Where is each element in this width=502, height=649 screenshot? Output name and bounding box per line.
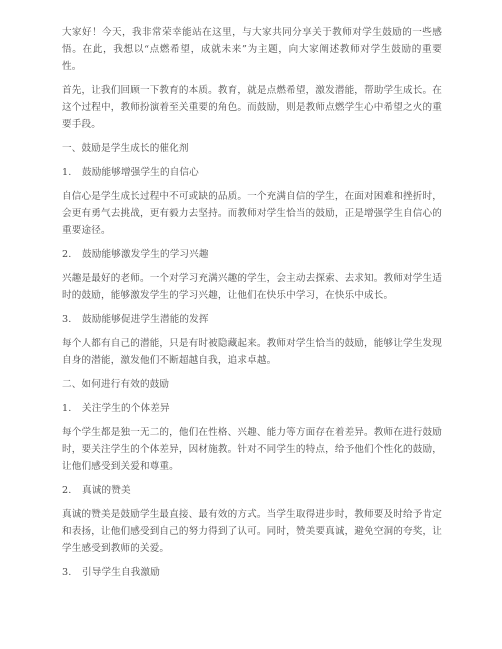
subheading-number: 2. bbox=[62, 485, 72, 496]
intro-paragraph-2: 首先，让我们回顾一下教育的本质。教育，就是点燃希望，激发潜能，帮助学生成长。在这个过程中，教师扮演着至关重要的角色。而鼓励，则是教师点燃学生心中希望之火的重要手段。 bbox=[62, 85, 443, 130]
body-paragraph-1-3: 每个人都有自己的潜能，只是有时被隐藏起来。教师对学生恰当的鼓励，能够让学生发现自身的潜能，激发他们不断超越自我，追求卓越。 bbox=[62, 338, 443, 366]
subheading-number: 3. bbox=[62, 314, 72, 325]
subheading-2-1 bbox=[62, 400, 442, 417]
subheading-number: 1. bbox=[62, 403, 72, 414]
subheading-2-2 bbox=[62, 482, 442, 499]
body-paragraph-1-1: 自信心是学生成长过程中不可或缺的品质。一个充满自信的学生，在面对困难和挫折时，会更有勇气去挑战，更有毅力去坚持。而教师对学生恰当的鼓励，正是增强学生自信心的重要途径。 bbox=[62, 191, 443, 236]
subheading-1-1 bbox=[62, 164, 442, 181]
subheading-number: 2. bbox=[62, 249, 72, 260]
section-1-heading: 一、鼓励是学生成长的催化剂 bbox=[62, 143, 189, 154]
subheading-1-3 bbox=[62, 311, 442, 328]
body-paragraph-2-2: 真诚的赞美是鼓励学生最直接、最有效的方式。当学生取得进步时，教师要及时给予肯定和表扬，让他们感受到自己的努力得到了认可。同时，赞美要真诚，避免空洞的夸奖，让学生感受到教师的关爱。 bbox=[62, 509, 443, 554]
subheading-number: 3. bbox=[62, 567, 72, 578]
subheading-1-2 bbox=[62, 246, 442, 263]
subheading-title: 鼓励能够激发学生的学习兴趣 bbox=[82, 249, 209, 260]
subheading-title: 鼓励能够促进学生潜能的发挥 bbox=[82, 314, 209, 325]
subheading-title: 关注学生的个体差异 bbox=[82, 403, 170, 414]
document-page bbox=[62, 24, 442, 588]
intro-paragraph-1: 大家好！今天，我非常荣幸能站在这里，与大家共同分享关于教师对学生鼓励的一些感悟。在此，我想以“点燃希望，成就未来”为主题，向大家阐述教师对学生鼓励的重要性。 bbox=[62, 27, 442, 72]
body-paragraph-1-2: 兴趣是最好的老师。一个对学习充满兴趣的学生，会主动去探索、去求知。教师对学生适时的鼓励，能够激发学生的学习兴趣，让他们在快乐中学习，在快乐中成长。 bbox=[62, 273, 443, 301]
subheading-title: 真诚的赞美 bbox=[82, 485, 131, 496]
subheading-number: 1. bbox=[62, 167, 72, 178]
section-2-heading: 二、如何进行有效的鼓励 bbox=[62, 379, 170, 390]
subheading-2-3 bbox=[62, 564, 442, 581]
body-paragraph-2-1: 每个学生都是独一无二的，他们在性格、兴趣、能力等方面存在着差异。教师在进行鼓励时，要关注学生的个体差异，因材施教。针对不同学生的特点，给予他们个性化的鼓励，让他们感受到关爱和尊重。 bbox=[62, 427, 443, 472]
subheading-title: 鼓励能够增强学生的自信心 bbox=[82, 167, 199, 178]
subheading-title: 引导学生自我激励 bbox=[82, 567, 160, 578]
